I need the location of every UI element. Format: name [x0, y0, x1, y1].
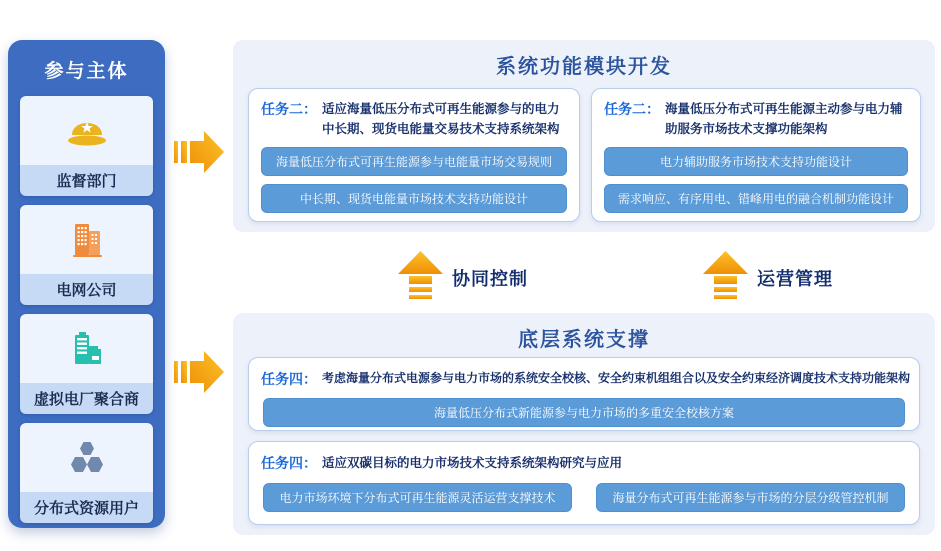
top-panel-title: 系统功能模块开发 — [496, 56, 672, 78]
task-header — [592, 89, 920, 139]
feature-pill: 海量低压分布式可再生能源参与电能量市场交易规则 — [261, 147, 567, 176]
feature-pill: 海量分布式可再生能源参与市场的分层分级管控机制 — [596, 483, 905, 512]
flow-label: 运营管理 — [757, 268, 833, 289]
pill-row — [249, 473, 919, 512]
up-arrow-icon — [703, 251, 748, 304]
feature-pill: 中长期、现货电能量市场技术支持功能设计 — [261, 184, 567, 213]
right-arrow-icon — [174, 349, 224, 395]
task-card-ancillary-services — [591, 88, 921, 222]
entity-label: 虚拟电厂聚合商 — [20, 383, 153, 414]
underlying-support-panel — [233, 313, 935, 535]
feature-pill: 海量低压分布式新能源参与电力市场的多重安全校核方案 — [263, 398, 905, 427]
flow-label: 协同控制 — [452, 268, 528, 289]
feature-pill: 需求响应、有序用电、错峰用电的融合机制功能设计 — [604, 184, 908, 213]
task-description: 适应双碳目标的电力市场技术支持系统架构研究与应用 — [322, 456, 623, 470]
flow-collaborative-control — [398, 251, 528, 304]
hexagon-cluster-icon — [20, 423, 153, 492]
entity-card-supervision — [20, 96, 153, 196]
right-arrow-icon — [174, 129, 224, 175]
task-card-energy-trading — [248, 88, 580, 222]
task-header — [249, 442, 919, 473]
feature-pill: 电力辅助服务市场技术支持功能设计 — [604, 147, 908, 176]
entity-card-distributed-users — [20, 423, 153, 523]
power-plant-icon — [20, 314, 153, 383]
entity-label: 电网公司 — [20, 274, 153, 305]
system-function-panel — [233, 40, 935, 232]
entity-card-grid-company — [20, 205, 153, 305]
task-header — [249, 89, 579, 139]
task-description: 适应海量低压分布式可再生能源参与的电力中长期、现货电能量交易技术支持系统架构 — [322, 102, 560, 136]
task-label: 任务二： — [604, 101, 660, 117]
task-card-dual-carbon — [248, 441, 920, 525]
task-card-security-check — [248, 357, 920, 431]
task-label: 任务四： — [261, 455, 317, 471]
entity-label: 分布式资源用户 — [20, 492, 153, 523]
flow-operation-management — [703, 251, 833, 304]
sidebar-items — [8, 83, 165, 523]
task-header — [249, 358, 919, 389]
pill-stack — [249, 139, 579, 213]
participants-sidebar — [8, 40, 165, 528]
entity-label: 监督部门 — [20, 165, 153, 196]
entity-card-vpp-aggregator — [20, 314, 153, 414]
sidebar-title: 参与主体 — [44, 61, 129, 82]
pill-stack — [592, 139, 920, 213]
task-label: 任务四： — [261, 371, 317, 387]
up-arrow-icon — [398, 251, 443, 304]
bottom-panel-title: 底层系统支撑 — [518, 329, 650, 351]
police-cap-icon — [20, 96, 153, 165]
feature-pill: 电力市场环境下分布式可再生能源灵活运营支撑技术 — [263, 483, 572, 512]
task-label: 任务二： — [261, 101, 317, 117]
task-description: 考虑海量分布式电源参与电力市场的系统安全校核、安全约束机组组合以及安全约束经济调度技术支持功能架构 — [322, 371, 911, 385]
office-buildings-icon — [20, 205, 153, 274]
task-description: 海量低压分布式可再生能源主动参与电力辅助服务市场技术支撑功能架构 — [665, 102, 903, 136]
